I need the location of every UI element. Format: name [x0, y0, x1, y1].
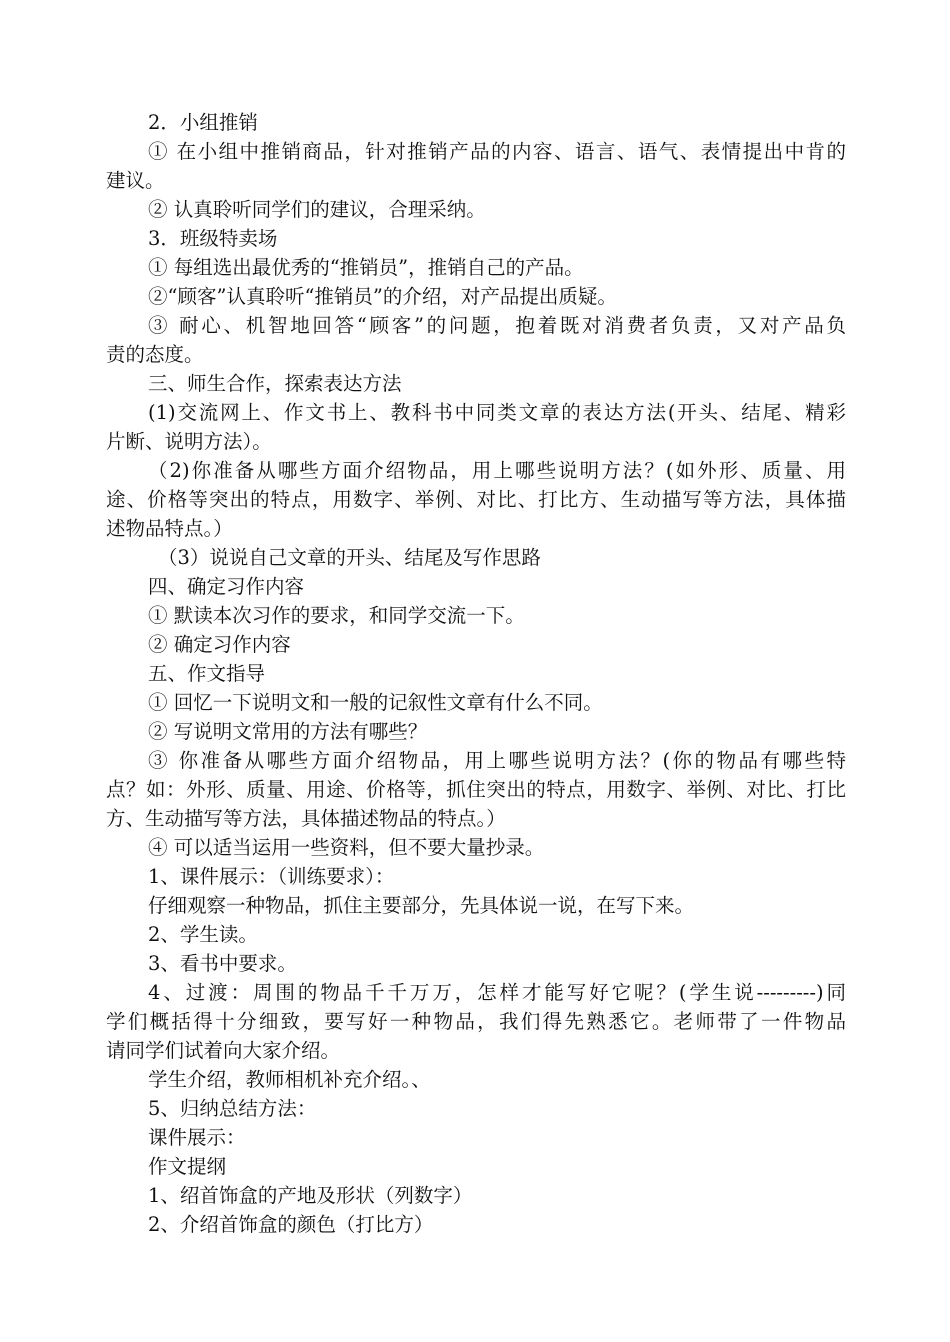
paragraph-line: 建议。 — [106, 169, 165, 192]
paragraph-line: 5、归纳总结方法： — [148, 1097, 317, 1120]
section-heading: 2．小组推销 — [148, 111, 258, 134]
paragraph-line: (1)交流网上、作文书上、教科书中同类文章的表达方法(开头、结尾、精彩 — [148, 401, 846, 424]
paragraph-line: ② 认真聆听同学们的建议，合理采纳。 — [148, 198, 486, 221]
paragraph-line: 学们概括得十分细致，要写好一种物品，我们得先熟悉它。老师带了一件物品 — [106, 1010, 846, 1033]
section-heading: 三、师生合作，探索表达方法 — [148, 372, 402, 395]
outline-item: 1、绍首饰盒的产地及形状（列数字） — [148, 1184, 473, 1207]
paragraph-line: ② 确定习作内容 — [148, 633, 291, 656]
paragraph-line: 责的态度。 — [106, 343, 204, 366]
paragraph-line: ②“顾客”认真聆听“推销员”的介绍，对产品提出质疑。 — [148, 285, 617, 308]
paragraph-line: ① 默读本次习作的要求，和同学交流一下。 — [148, 604, 525, 627]
section-heading: 作文提纲 — [148, 1155, 227, 1178]
section-heading: 四、确定习作内容 — [148, 575, 305, 598]
paragraph-line: 仔细观察一种物品，抓住主要部分，先具体说一说，在写下来。 — [148, 894, 695, 917]
paragraph-line: （3）说说自己文章的开头、结尾及写作思路 — [158, 546, 541, 569]
paragraph-line: ① 回忆一下说明文和一般的记叙性文章有什么不同。 — [148, 691, 603, 714]
section-heading: 3．班级特卖场 — [148, 227, 278, 250]
paragraph-line: 学生介绍，教师相机补充介绍。、 — [148, 1068, 431, 1091]
paragraph-line: 课件展示： — [148, 1126, 246, 1149]
paragraph-line: ① 在小组中推销商品，针对推销产品的内容、语言、语气、表情提出中肯的 — [148, 140, 846, 163]
paragraph-line: ③ 你准备从哪些方面介绍物品，用上哪些说明方法？(你的物品有哪些特 — [148, 749, 846, 772]
paragraph-line: 片断、说明方法）。 — [106, 430, 272, 453]
paragraph-line: 4、过渡：周围的物品千千万万，怎样才能写好它呢？(学生说---------)同 — [148, 981, 846, 1004]
paragraph-line: ④ 可以适当运用一些资料，但不要大量抄录。 — [148, 836, 545, 859]
paragraph-line: 途、价格等突出的特点，用数字、举例、对比、打比方、生动描写等方法，具体描 — [106, 488, 846, 511]
paragraph-line: 述物品特点。） — [106, 517, 233, 540]
paragraph-line: 1、课件展示：（训练要求）： — [148, 865, 395, 888]
paragraph-line: 请同学们试着向大家介绍。 — [106, 1039, 341, 1062]
paragraph-line: 3、看书中要求。 — [148, 952, 297, 975]
paragraph-line: 2、学生读。 — [148, 923, 258, 946]
paragraph-line: ③ 耐心、机智地回答“顾客”的问题，抱着既对消费者负责，又对产品负 — [148, 314, 846, 337]
document-body — [106, 108, 846, 1239]
outline-item: 2、介绍首饰盒的颜色（打比方） — [148, 1213, 434, 1236]
paragraph-line: ① 每组选出最优秀的“推销员”，推销自己的产品。 — [148, 256, 584, 279]
section-heading: 五、作文指导 — [148, 662, 266, 685]
paragraph-line: 方、生动描写等方法，具体描述物品的特点。） — [106, 807, 506, 830]
paragraph-line: ② 写说明文常用的方法有哪些？ — [148, 720, 428, 743]
paragraph-line: （2)你准备从哪些方面介绍物品，用上哪些说明方法？(如外形、质量、用 — [148, 459, 846, 482]
paragraph-line: 点？如：外形、质量、用途、价格等，抓住突出的特点，用数字、举例、对比、打比 — [106, 778, 846, 801]
